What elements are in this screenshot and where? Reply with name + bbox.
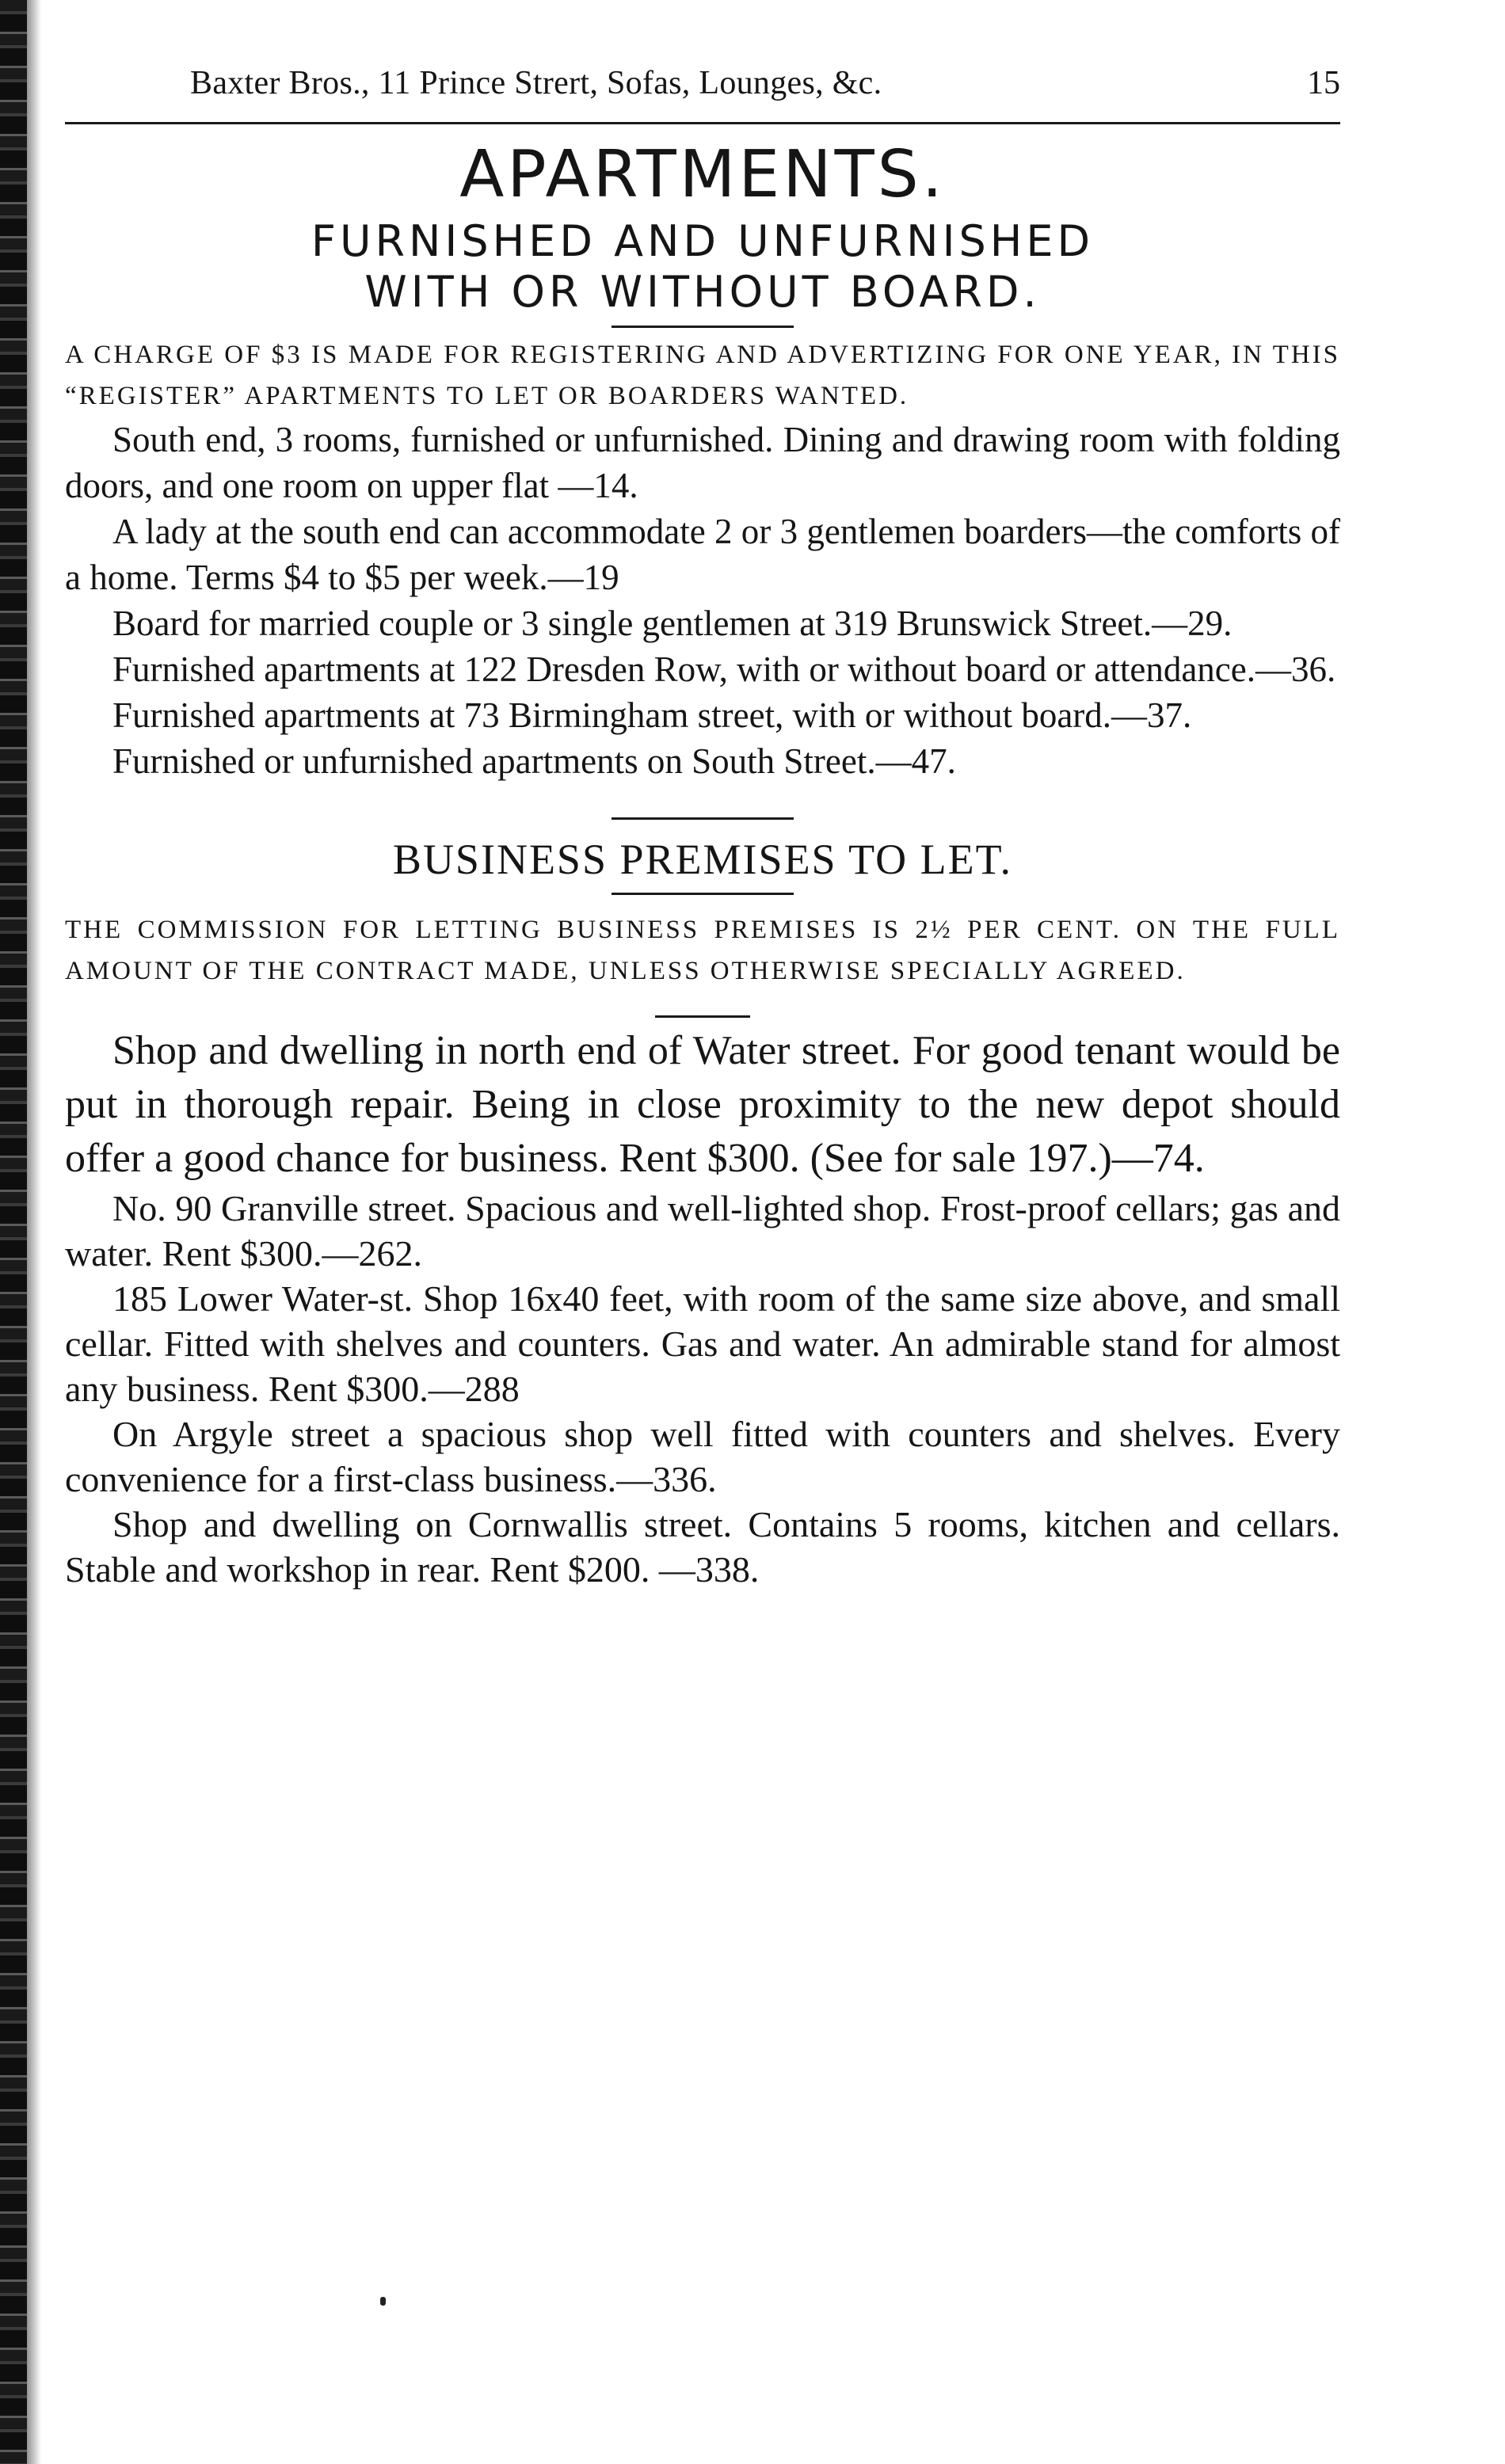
listing-item: Furnished apartments at 73 Birmingham street, with or without board.—37. — [112, 695, 1192, 735]
apartments-rule — [612, 326, 794, 328]
listing-item: Furnished or unfurnished apartments on South Street.—47. — [112, 741, 956, 781]
scan-binding-edge — [0, 0, 27, 2464]
apartments-listings — [65, 417, 1340, 784]
listing-item: South end, 3 rooms, furnished or unfurnished. Dining and drawing room with folding doors, and one room on upper flat —14. — [65, 420, 1340, 505]
listing-item: Board for married couple or 3 single gentlemen at 319 Brunswick Street.—29. — [112, 604, 1233, 643]
listing-item: On Argyle street a spacious shop well fitted with counters and shelves. Every convenience for a first-class business.—336. — [65, 1414, 1340, 1499]
listing-item: No. 90 Granville street. Spacious and well-lighted shop. Frost-proof cellars; gas and water. Rent $300.—262. — [65, 1188, 1340, 1274]
listing-item: 185 Lower Water-st. Shop 16x40 feet, with room of the same size above, and small cellar. Fitted with shelves and counters. Gas and water. An admirable stand for almost any business. Rent $300.—288 — [65, 1278, 1340, 1409]
apartments-subtitle-line-1: FURNISHED AND UNFURNISHED — [311, 216, 1095, 266]
business-notice-rule — [655, 1015, 750, 1018]
running-header — [65, 48, 1340, 119]
business-listings — [65, 1186, 1340, 1592]
apartments-notice: A CHARGE OF $3 IS MADE FOR REGISTERING AND ADVERTIZING FOR ONE YEAR, IN THIS “REGISTER” APARTMENTS TO LET OR BOARDERS WANTED. — [65, 341, 1340, 410]
business-heading-rule — [612, 893, 794, 895]
section-divider — [612, 817, 794, 820]
page-number: 15 — [1307, 65, 1340, 101]
page-content — [65, 48, 1340, 1592]
ink-speck — [380, 2297, 386, 2306]
running-head-text: Baxter Bros., 11 Prince Strert, Sofas, Lounges, &c. — [190, 65, 882, 101]
business-heading: BUSINESS PREMISES TO LET. — [392, 836, 1013, 883]
scan-shadow — [27, 0, 41, 2464]
apartments-title: APARTMENTS. — [459, 137, 946, 212]
apartments-subtitle-line-2: WITH OR WITHOUT BOARD. — [364, 267, 1041, 317]
listing-item: Shop and dwelling on Cornwallis street. Contains 5 rooms, kitchen and cellars. Stable and workshop in rear. Rent $200. —338. — [65, 1504, 1340, 1590]
business-notice: THE COMMISSION FOR LETTING BUSINESS PREMISES IS 2½ PER CENT. ON THE FULL AMOUNT OF THE CONTRACT MADE, UNLESS OTHERWISE SPECIALLY AGREED. — [65, 916, 1340, 985]
header-rule — [65, 122, 1340, 124]
listing-item: Furnished apartments at 122 Dresden Row, with or without board or attendance.—36. — [112, 649, 1336, 689]
listing-item: A lady at the south end can accommodate 2 or 3 gentlemen boarders—the comforts of a home. Terms $4 to $5 per week.—19 — [65, 512, 1340, 597]
listing-item-lead: Shop and dwelling in north end of Water street. For good tenant would be put in thorough repair. Being in close proximity to the new depot should offer a good chance for business. Rent $300. (See for sale 197.)—74. — [65, 1028, 1340, 1181]
